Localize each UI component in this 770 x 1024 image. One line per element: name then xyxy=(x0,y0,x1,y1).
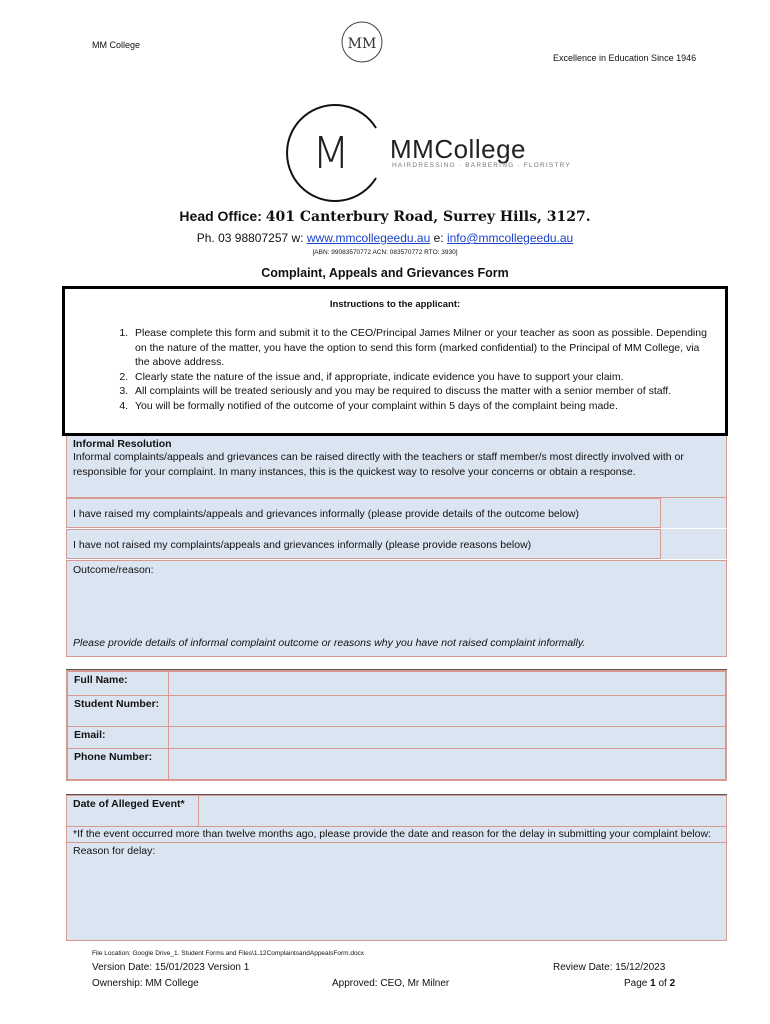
page-total: 2 xyxy=(669,978,676,989)
informal-resolution-title: Informal Resolution xyxy=(73,438,172,450)
field-label-full-name: Full Name: xyxy=(68,672,169,696)
college-crest-icon xyxy=(338,18,386,66)
footer-review-date: Review Date: 15/12/2023 xyxy=(553,962,666,973)
footer-approved: Approved: CEO, Mr Milner xyxy=(332,978,450,989)
page-current: 1 xyxy=(650,978,656,989)
page-of: of xyxy=(658,978,667,989)
instruction-item: 4. You will be formally notified of the outcome of your complaint within 5 days of the complaint being made. xyxy=(131,399,713,414)
option-raised-checkbox[interactable] xyxy=(660,498,726,528)
full-name-input[interactable] xyxy=(169,672,726,696)
outcome-hint: Please provide details of informal complaint outcome or reasons why you have not raised complaint informally. xyxy=(73,637,586,649)
brand-name: MMCollege xyxy=(390,134,526,164)
informal-resolution-text: Informal complaints/appeals and grievances can be raised directly with the teachers or staff member/s most directly involved with or responsible for your complaint. In many instances, this is the quickest way to resolve your concerns or obtain a response. xyxy=(73,451,684,478)
email-input[interactable] xyxy=(169,727,726,749)
field-label-student-number: Student Number: xyxy=(68,696,169,727)
brand-tagline: HAIRDRESSING · BARBERING · FLORISTRY xyxy=(392,162,571,169)
website-link[interactable]: www.mmcollegeedu.au xyxy=(306,231,431,245)
head-office-address: 401 Canterbury Road, Surrey Hills, 3127. xyxy=(265,209,591,225)
event-date-input[interactable] xyxy=(200,796,726,826)
event-note: *If the event occurred more than twelve months ago, please provide the date and reason for the delay in submitting your complaint below: xyxy=(73,828,711,840)
field-label-phone-number: Phone Number: xyxy=(68,749,169,780)
form-title: Complaint, Appeals and Grievances Form xyxy=(261,266,509,280)
event-date-row xyxy=(67,796,726,827)
brand-logo xyxy=(280,98,390,208)
footer-ownership: Ownership: MM College xyxy=(92,978,199,989)
outcome-label: Outcome/reason: xyxy=(73,564,154,576)
field-label-email: Email: xyxy=(68,727,169,749)
page-prefix: Page xyxy=(624,978,648,989)
phone-number-input[interactable] xyxy=(169,749,726,780)
instruction-item: 3. All complaints will be treated seriously and you may be required to discuss the matter with a senior member of staff. xyxy=(131,384,713,399)
option-raised-label: I have raised my complaints/appeals and grievances informally (please provide details of the outcome below) xyxy=(73,508,580,520)
student-number-input[interactable] xyxy=(169,696,726,727)
contact-line xyxy=(0,231,770,245)
header-right-text: Excellence in Education Since 1946 xyxy=(553,53,697,63)
crest-letters: MM xyxy=(347,36,377,52)
reason-for-delay-field[interactable] xyxy=(67,842,726,859)
footer-page-number xyxy=(624,978,675,989)
option-not-raised-checkbox[interactable] xyxy=(660,529,726,559)
brand-logo-letter: M xyxy=(312,128,350,179)
outcome-field[interactable] xyxy=(66,560,727,657)
option-not-raised-label: I have not raised my complaints/appeals and grievances informally (please provide reasons below) xyxy=(73,539,532,551)
phone-text: Ph. 03 98807257 w: xyxy=(196,231,304,245)
option-raised-row xyxy=(66,498,727,528)
instruction-item: 2. Clearly state the nature of the issue and, if appropriate, indicate evidence you have to support your claim. xyxy=(131,370,713,385)
option-not-raised-row xyxy=(66,529,727,559)
instructions-box xyxy=(62,286,728,436)
abn-line: [ABN: 99083570772 ACN: 083570772 RTO: 3930] xyxy=(312,249,458,256)
email-prefix: e: xyxy=(433,231,444,245)
instruction-item: 1. Please complete this form and submit it to the CEO/Principal James Milner or your teacher as soon as possible. Depending on the nature of the matter, you have the option to send this form (marked confidential) to the Principal of MM College, via the above address. xyxy=(131,326,713,370)
personal-info-table xyxy=(66,670,727,781)
instructions-title: Instructions to the applicant: xyxy=(329,299,461,310)
reason-for-delay-label: Reason for delay: xyxy=(73,844,156,857)
event-section xyxy=(66,795,727,941)
event-date-label: Date of Alleged Event* xyxy=(67,796,199,826)
informal-resolution-section xyxy=(66,434,727,498)
head-office-line xyxy=(0,208,770,225)
footer-file-location: File Location: Google Drive_1. Student Forms and Files\1.12ComplaintsandAppealsForm.docx xyxy=(92,950,365,957)
email-link[interactable]: info@mmcollegeedu.au xyxy=(446,231,574,245)
footer-version: Version Date: 15/01/2023 Version 1 xyxy=(92,962,250,973)
header-logo xyxy=(338,18,386,66)
header-left-text: MM College xyxy=(92,40,141,50)
head-office-label: Head Office: xyxy=(179,208,262,224)
instructions-list xyxy=(65,326,713,414)
brand-logo-icon xyxy=(280,98,390,208)
